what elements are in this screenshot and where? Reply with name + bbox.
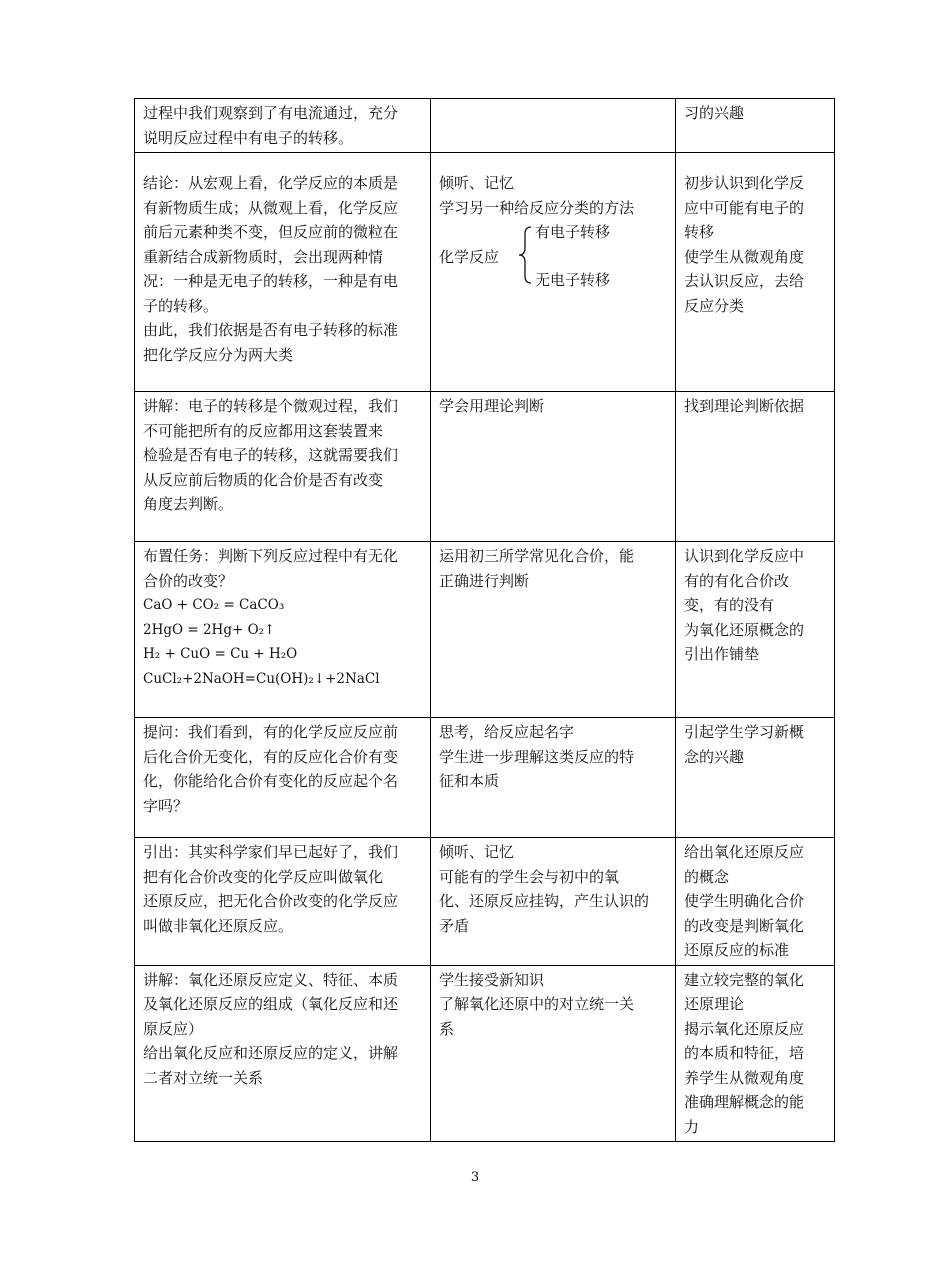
student-activity-cell: [431, 838, 676, 966]
student-activity-cell: [431, 965, 676, 1142]
student-activity-cell: [431, 153, 676, 392]
text-line: 子的转移。: [143, 296, 219, 315]
text-line: 引出：其实科学家们早已起好了，我们: [143, 843, 399, 861]
text-line: 可能有的学生会与初中的氧: [439, 867, 620, 886]
chemical-equation: CuCl₂+2NaOH=Cu(OH)₂↓+2NaCl: [143, 670, 380, 687]
text-line: 及氧化还原反应的组成（氧化反应和还: [143, 995, 399, 1013]
text-line: 转移: [684, 223, 715, 241]
text-line: 学生接受新知识: [439, 970, 545, 989]
text-line: 为氧化还原概念的: [684, 620, 805, 639]
lesson-plan-table: [134, 98, 835, 1142]
text-line: 字吗？: [143, 796, 189, 815]
text-line: 叫做非氧化还原反应。: [143, 916, 294, 935]
text-line: 讲解：氧化还原反应定义、特征、本质: [143, 970, 399, 989]
text-line: 重新结合成新物质时，会出现两种情: [143, 247, 384, 266]
text-line: 结论：从宏观上看，化学反应的本质是: [143, 174, 399, 192]
text-line: 化、还原反应挂钩，产生认识的: [439, 892, 650, 910]
text-line: 原反应）: [143, 1019, 204, 1038]
design-intent-cell: [676, 965, 835, 1142]
text-line: 去认识反应，去给: [684, 272, 805, 290]
text-line: 系: [439, 1019, 455, 1038]
text-line: 把化学反应分为两大类: [143, 345, 294, 364]
text-line: 说明反应过程中有电子的转移。: [143, 128, 354, 147]
text-line: 的本质和特征，培: [684, 1044, 805, 1062]
text-line: 有的有化合价改: [684, 571, 790, 590]
text-line: 不可能把所有的反应都用这套装置来: [143, 421, 384, 440]
text-line: 学生进一步理解这类反应的特: [439, 747, 635, 766]
text-line: 由此，我们依据是否有电子转移的标准: [143, 321, 399, 339]
teacher-activity-cell: [135, 153, 431, 392]
design-intent-cell: [676, 392, 835, 542]
classification-root: 化学反应: [439, 248, 500, 266]
text-line: 引起学生学习新概: [684, 723, 805, 741]
text-line: 从反应前后物质的化合价是否有改变: [143, 470, 384, 489]
teacher-activity-cell: [135, 965, 431, 1142]
text-line: 念的兴趣: [684, 747, 745, 766]
text-line: 矛盾: [439, 916, 470, 935]
text-line: 征和本质: [439, 772, 500, 790]
page-number: 3: [470, 1170, 480, 1185]
text-line: 角度去判断。: [143, 495, 234, 513]
teacher-activity-cell: [135, 99, 431, 153]
text-line: 养学生从微观角度: [684, 1068, 805, 1087]
text-line: 引出作铺垫: [684, 645, 760, 663]
text-line: 建立较完整的氧化: [684, 970, 805, 989]
design-intent-cell: [676, 542, 835, 718]
text-line: 变，有的没有: [684, 596, 775, 614]
table-row: [135, 718, 835, 838]
table-row: [135, 542, 835, 718]
text-line: 二者对立统一关系: [143, 1068, 264, 1087]
text-line: 应中可能有电子的: [684, 198, 805, 217]
table-row: [135, 153, 835, 392]
text-line: 把有化合价改变的化学反应叫做氧化: [143, 867, 384, 886]
reaction-classification-diagram: [439, 220, 667, 294]
table-row: [135, 99, 835, 153]
text-line: 有新物质生成；从微观上看，化学反应: [143, 198, 399, 217]
text-line: 了解氧化还原中的对立统一关: [439, 995, 635, 1013]
text-line: 习的兴趣: [684, 104, 745, 122]
text-line: 学会用理论判断: [439, 397, 545, 415]
chemical-equation: 2HgO = 2Hg+ O₂↑: [143, 621, 276, 638]
classification-branch-electron-transfer: 有电子转移: [535, 223, 611, 241]
text-line: 提问：我们看到，有的化学反应反应前: [143, 723, 399, 741]
table-row: [135, 838, 835, 966]
text-line: 布置任务：判断下列反应过程中有无化: [143, 547, 399, 565]
text-line: 揭示氧化还原反应: [684, 1019, 805, 1038]
text-line: 前后元素种类不变，但反应前的微粒在: [143, 223, 399, 241]
text-line: 还原理论: [684, 995, 745, 1013]
text-line: 思考，给反应起名字: [439, 723, 575, 741]
text-line: 初步认识到化学反: [684, 174, 805, 192]
text-line: 的改变是判断氧化: [684, 916, 805, 935]
text-line: 力: [684, 1117, 700, 1136]
text-line: 化，你能给化合价有变化的反应起个名: [143, 772, 399, 790]
teacher-activity-cell: [135, 392, 431, 542]
text-line: 的概念: [684, 867, 730, 886]
curly-brace-icon: [517, 226, 533, 284]
text-line: 运用初三所学常见化合价，能: [439, 547, 635, 565]
text-line: 后化合价无变化，有的反应化合价有变: [143, 747, 399, 766]
text-line: 倾听、记忆: [439, 174, 515, 192]
text-line: 使学生明确化合价: [684, 892, 805, 910]
design-intent-cell: [676, 153, 835, 392]
text-line: 检验是否有电子的转移，这就需要我们: [143, 446, 399, 464]
teacher-activity-cell: [135, 542, 431, 718]
student-activity-cell: [431, 392, 676, 542]
text-line: 正确进行判断: [439, 571, 530, 590]
table-row: [135, 392, 835, 542]
text-line: 学习另一种给反应分类的方法: [439, 198, 635, 217]
design-intent-cell: [676, 838, 835, 966]
text-line: 合价的改变？: [143, 571, 234, 590]
text-line: 给出氧化还原反应: [684, 843, 805, 861]
student-activity-cell: [431, 718, 676, 838]
chemical-equation: H₂ + CuO = Cu + H₂O: [143, 646, 298, 662]
text-line: 讲解：电子的转移是个微观过程，我们: [143, 397, 399, 415]
text-line: 倾听、记忆: [439, 843, 515, 861]
teacher-activity-cell: [135, 718, 431, 838]
text-line: 还原反应的标准: [684, 941, 790, 959]
text-line: 使学生从微观角度: [684, 247, 805, 266]
text-line: 过程中我们观察到了有电流通过，充分: [143, 104, 399, 122]
text-line: 找到理论判断依据: [684, 397, 805, 415]
chemical-equation: CaO + CO₂ = CaCO₃: [143, 597, 285, 613]
text-line: 反应分类: [684, 296, 745, 315]
teacher-activity-cell: [135, 838, 431, 966]
classification-branch-no-electron-transfer: 无电子转移: [535, 271, 611, 289]
text-line: 给出氧化反应和还原反应的定义，讲解: [143, 1044, 399, 1062]
table-row: [135, 965, 835, 1142]
text-line: 认识到化学反应中: [684, 547, 805, 565]
text-line: 还原反应，把无化合价改变的化学反应: [143, 892, 399, 910]
student-activity-cell: [431, 542, 676, 718]
text-line: 况：一种是无电子的转移，一种是有电: [143, 272, 399, 290]
student-activity-cell: [431, 99, 676, 153]
design-intent-cell: [676, 99, 835, 153]
design-intent-cell: [676, 718, 835, 838]
text-line: 准确理解概念的能: [684, 1093, 805, 1111]
